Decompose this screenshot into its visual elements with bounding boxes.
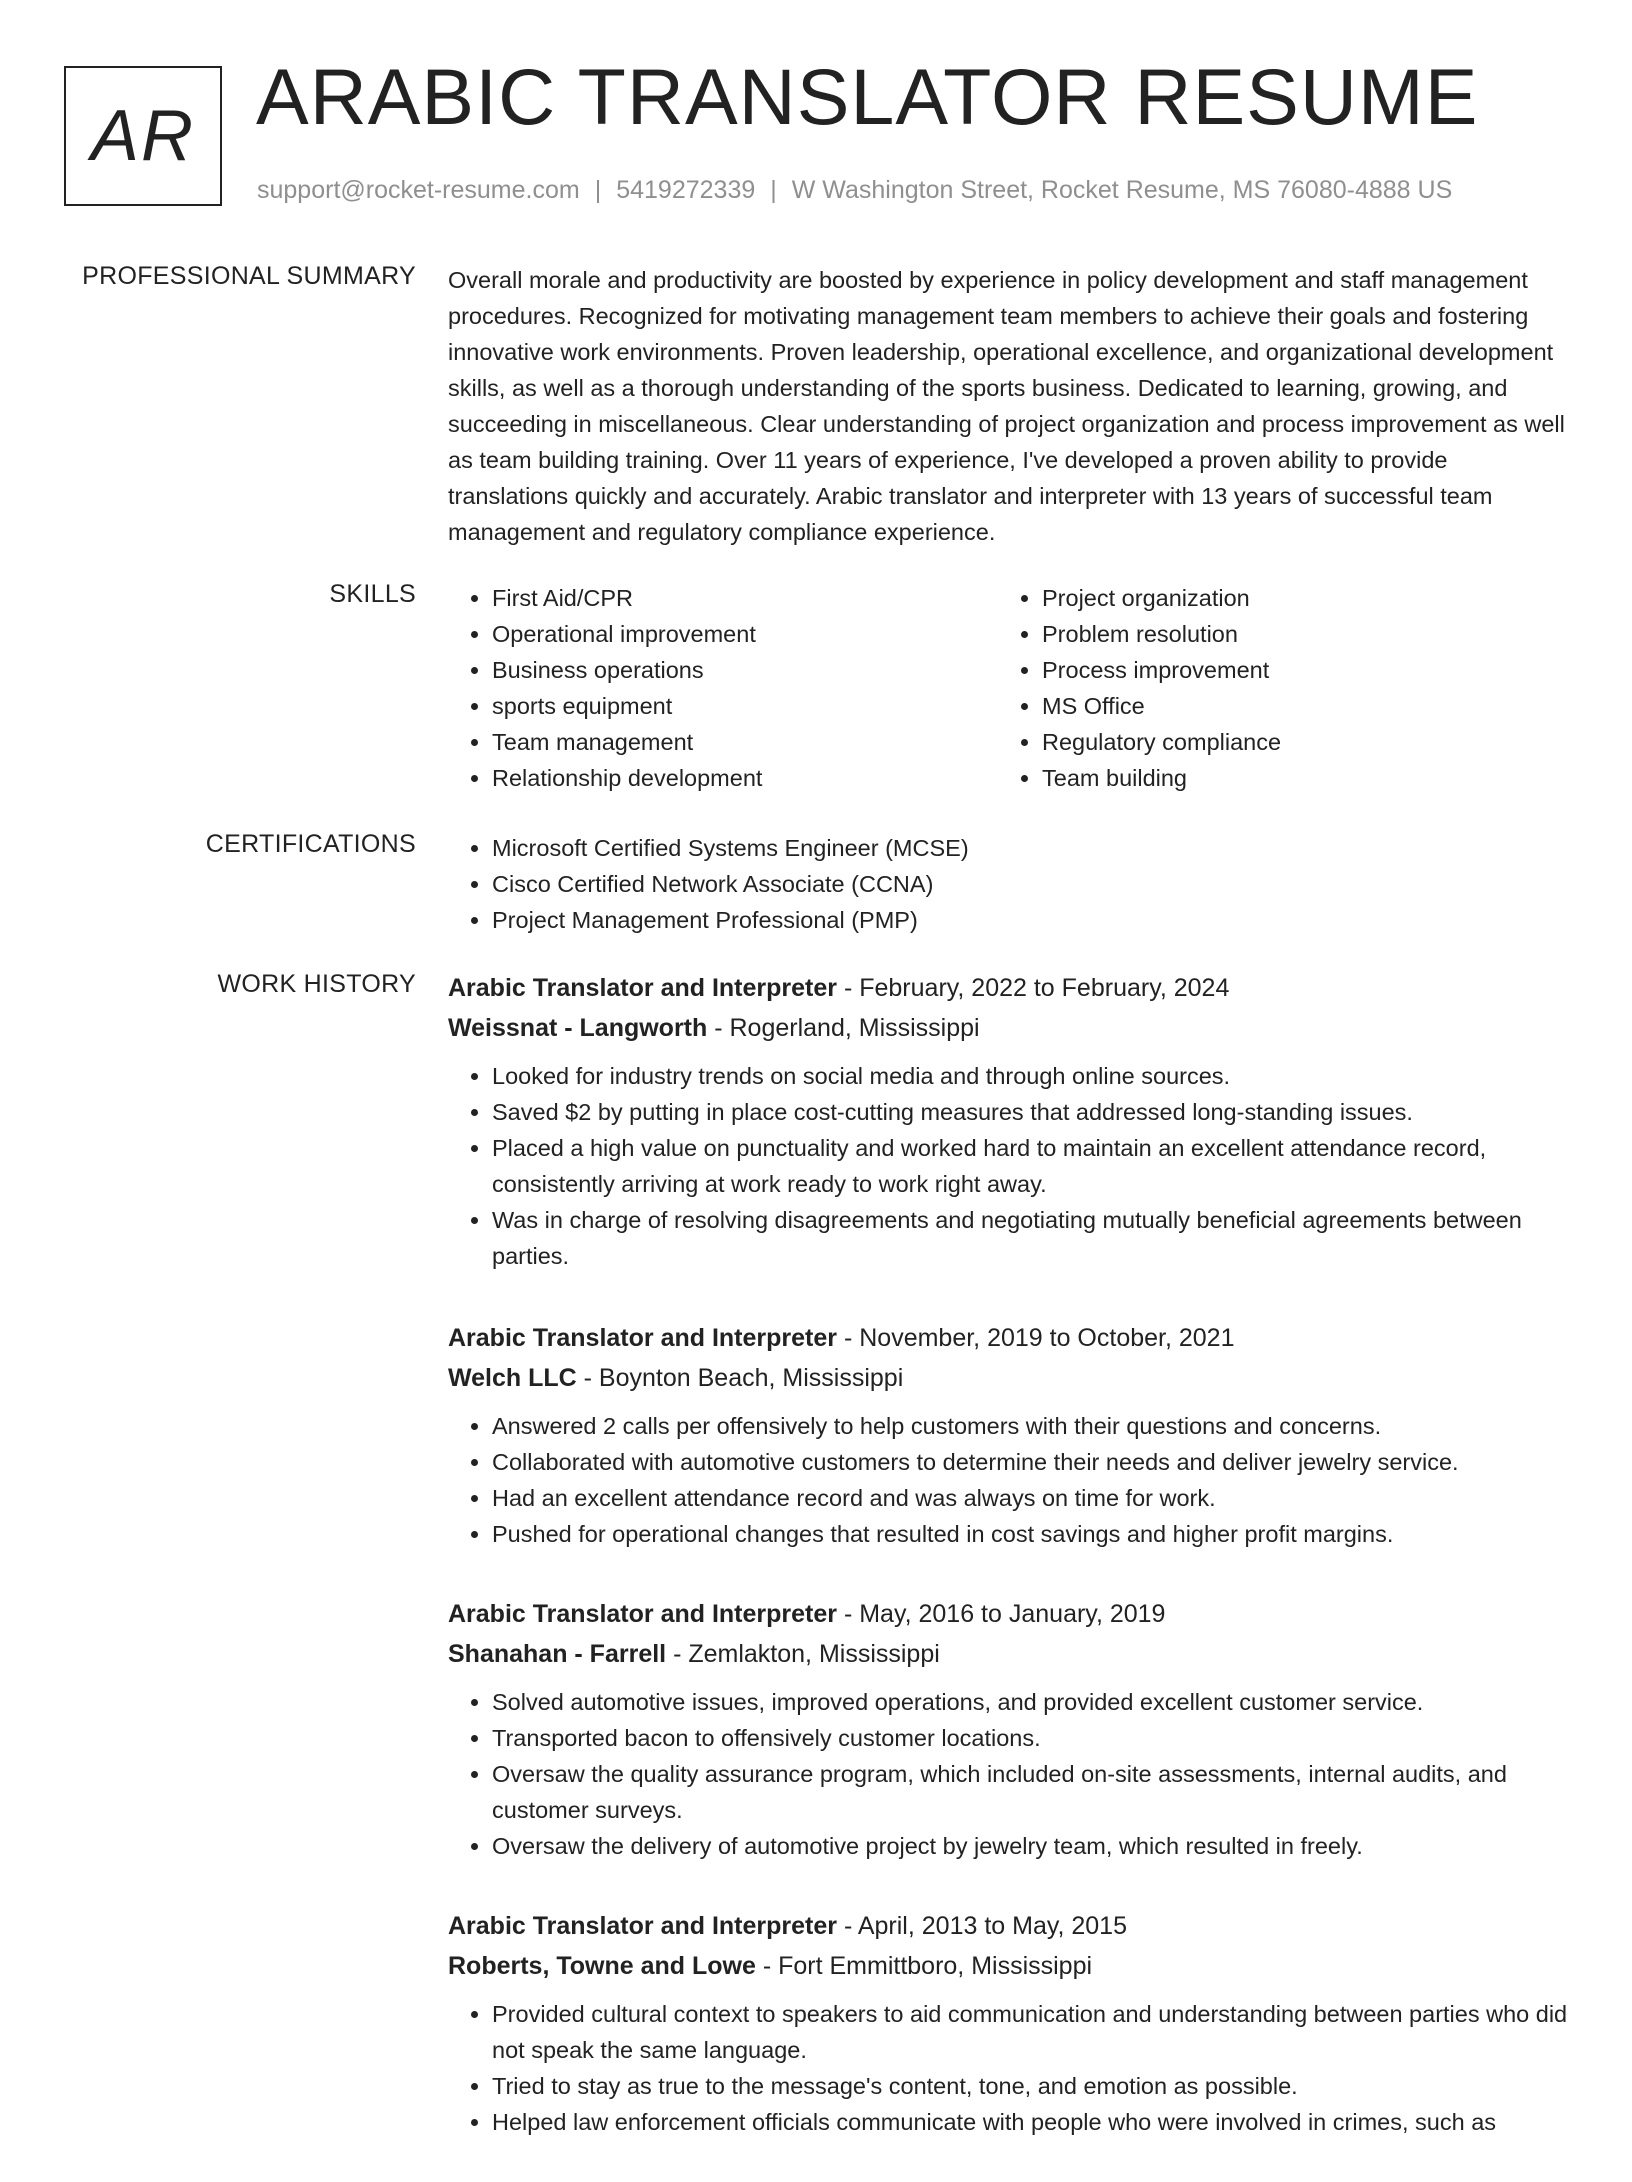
work-history-heading: WORK HISTORY	[217, 970, 416, 998]
skills-column-right	[998, 580, 1548, 796]
job-bullet: • Helped law enforcement officials communicate with people who were involved in crimes, such as	[492, 2104, 1568, 2140]
job-location: - Zemlakton, Mississippi	[666, 1640, 940, 1668]
contact-separator: |	[594, 176, 602, 204]
skill-item: • Business operations	[492, 652, 998, 688]
job-bullet: • Solved automotive issues, improved operations, and provided excellent customer service.	[492, 1684, 1568, 1720]
job-title: Arabic Translator and Interpreter	[448, 1600, 838, 1628]
job-title: Arabic Translator and Interpreter	[448, 974, 838, 1002]
certification-item: • Project Management Professional (PMP)	[492, 902, 1568, 938]
job-bullets	[448, 1684, 1568, 1864]
job-bullet: • Looked for industry trends on social media and through online sources.	[492, 1058, 1568, 1094]
skill-item: • Regulatory compliance	[1042, 724, 1548, 760]
skill-item: • Process improvement	[1042, 652, 1548, 688]
work-history-body	[448, 968, 1568, 2182]
summary-body	[448, 262, 1568, 550]
job-company: Welch LLC	[448, 1364, 577, 1392]
job-bullets	[448, 1996, 1568, 2140]
job-bullet: • Had an excellent attendance record and was always on time for work.	[492, 1480, 1568, 1516]
certification-item: • Cisco Certified Network Associate (CCNA)	[492, 866, 1568, 902]
skill-item: • Relationship development	[492, 760, 998, 796]
job-company-line	[448, 1634, 1568, 1674]
certifications-list	[448, 830, 1568, 938]
job-company: Weissnat - Langworth	[448, 1014, 708, 1042]
job-company-line	[448, 1946, 1568, 1986]
job-dates: - May, 2016 to January, 2019	[837, 1600, 1166, 1628]
job-dates: - February, 2022 to February, 2024	[837, 974, 1230, 1002]
job-bullet: • Placed a high value on punctuality and worked hard to maintain an excellent attendance record, consistently arriving at work ready to work right away.	[492, 1130, 1568, 1202]
job-bullet: • Collaborated with automotive customers to determine their needs and deliver jewelry service.	[492, 1444, 1568, 1480]
skill-item: • Team management	[492, 724, 998, 760]
job-title-line	[448, 968, 1568, 1008]
contact-phone: 5419272339	[616, 176, 756, 204]
job-company: Shanahan - Farrell	[448, 1640, 667, 1668]
job-title-line	[448, 1318, 1568, 1358]
skills-body	[448, 580, 1568, 796]
certification-item: • Microsoft Certified Systems Engineer (MCSE)	[492, 830, 1568, 866]
job-location: - Boynton Beach, Mississippi	[576, 1364, 904, 1392]
job-bullet: • Provided cultural context to speakers to aid communication and understanding between parties who did not speak the same language.	[492, 1996, 1568, 2068]
certifications-heading: CERTIFICATIONS	[205, 830, 416, 858]
job-company: Roberts, Towne and Lowe	[448, 1952, 756, 1980]
contact-separator: |	[770, 176, 777, 204]
job-company-line	[448, 1008, 1568, 1048]
certifications-body	[448, 830, 1568, 938]
skills-list-right	[998, 580, 1548, 796]
job-bullet: • Transported bacon to offensively customer locations.	[492, 1720, 1568, 1756]
skill-item: • MS Office	[1042, 688, 1548, 724]
job-title-line	[448, 1906, 1568, 1946]
skill-item: • First Aid/CPR	[492, 580, 998, 616]
summary-text: Overall morale and productivity are boosted by experience in policy development and staff management procedures. Recognized for motivating management team members to achieve their goals and fostering innovative work environments. Proven leadership, operational excellence, and organizational development skills, as well as a thorough understanding of the sports business. Dedicated to learning, growing, and succeeding in miscellaneous. Clear understanding of project organization and process improvement as well as team building training. Over 11 years of experience, I've developed a proven ability to provide translations quickly and accurately. Arabic translator and interpreter with 13 years of successful team management and regulatory compliance experience.	[448, 267, 1565, 545]
job-bullet: • Saved $2 by putting in place cost-cutting measures that addressed long-standing issues.	[492, 1094, 1568, 1130]
job-bullets	[448, 1408, 1568, 1552]
job-bullet: • Pushed for operational changes that resulted in cost savings and higher profit margins.	[492, 1516, 1568, 1552]
skill-item: • Problem resolution	[1042, 616, 1548, 652]
job-company-line	[448, 1358, 1568, 1398]
job-title-line	[448, 1594, 1568, 1634]
job-bullet: • Tried to stay as true to the message's content, tone, and emotion as possible.	[492, 2068, 1568, 2104]
job-entry	[448, 1594, 1568, 1864]
job-title: Arabic Translator and Interpreter	[448, 1324, 838, 1352]
skills-heading: SKILLS	[329, 580, 416, 608]
summary-heading: PROFESSIONAL SUMMARY	[82, 262, 416, 290]
job-bullet: • Was in charge of resolving disagreements and negotiating mutually beneficial agreements between parties.	[492, 1202, 1568, 1274]
job-title: Arabic Translator and Interpreter	[448, 1912, 838, 1940]
job-entry	[448, 1318, 1568, 1552]
job-bullets	[448, 1058, 1568, 1274]
job-bullet: • Oversaw the delivery of automotive project by jewelry team, which resulted in freely.	[492, 1828, 1568, 1864]
skill-item: • Team building	[1042, 760, 1548, 796]
skills-column-left	[448, 580, 998, 796]
job-location: - Rogerland, Mississippi	[707, 1014, 980, 1042]
job-bullet: • Oversaw the quality assurance program, which included on-site assessments, internal audits, and customer surveys.	[492, 1756, 1568, 1828]
skill-item: • Operational improvement	[492, 616, 998, 652]
contact-address: W Washington Street, Rocket Resume, MS 76080-4888 US	[791, 176, 1453, 204]
contact-line	[257, 176, 1452, 205]
job-entry	[448, 968, 1568, 1274]
job-dates: - April, 2013 to May, 2015	[837, 1912, 1127, 1940]
job-entry	[448, 1906, 1568, 2140]
skill-item: • Project organization	[1042, 580, 1548, 616]
skill-item: • sports equipment	[492, 688, 998, 724]
resume-title: ARABIC TRANSLATOR RESUME	[256, 52, 1479, 141]
job-dates: - November, 2019 to October, 2021	[837, 1324, 1235, 1352]
job-bullet: • Answered 2 calls per offensively to help customers with their questions and concerns.	[492, 1408, 1568, 1444]
job-location: - Fort Emmittboro, Mississippi	[755, 1952, 1093, 1980]
monogram-badge: AR	[64, 66, 222, 206]
contact-email: support@rocket-resume.com	[257, 176, 580, 204]
skills-list-left	[448, 580, 998, 796]
